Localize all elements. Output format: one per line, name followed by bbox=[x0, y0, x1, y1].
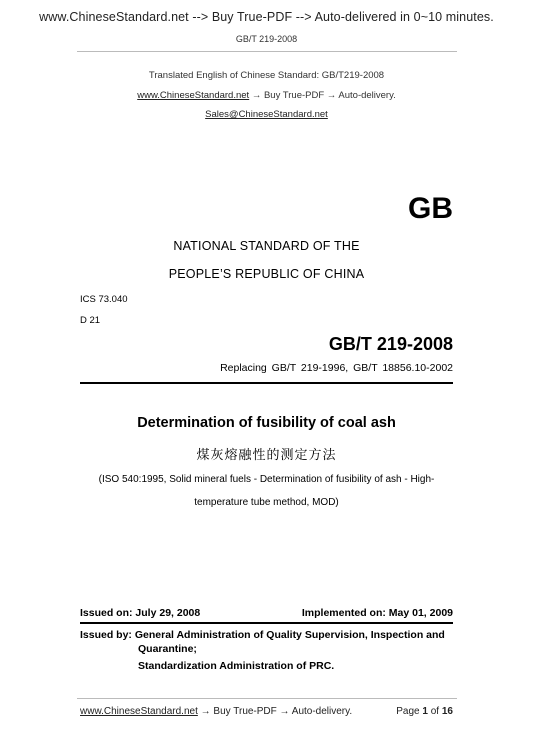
promo-text: → Buy True-PDF → Auto-delivery. bbox=[249, 90, 396, 101]
dates-divider bbox=[80, 622, 453, 624]
issued-on-date: Issued on: July 29, 2008 bbox=[80, 607, 201, 619]
page-label: Page bbox=[396, 706, 420, 717]
top-banner: www.ChineseStandard.net --> Buy True-PDF --> Auto-delivered in 0~10 minutes. bbox=[39, 10, 494, 24]
issued-by-line1: Issued by: General Administration of Quality Supervision, Inspection and bbox=[80, 629, 445, 641]
website-link[interactable]: www.ChineseStandard.net bbox=[137, 90, 250, 101]
national-standard-line1: NATIONAL STANDARD OF THE bbox=[173, 239, 360, 253]
issued-by-line3: Standardization Administration of PRC. bbox=[138, 660, 335, 672]
implemented-on-date: Implemented on: May 01, 2009 bbox=[301, 607, 453, 619]
title-divider bbox=[80, 382, 453, 384]
replacing-note: Replacing GB/T 219-1996, GB/T 18856.10-2002 bbox=[220, 362, 453, 374]
footer-promo bbox=[80, 706, 352, 717]
footer-promo-text: → Buy True-PDF → Auto-delivery. bbox=[197, 706, 353, 717]
footer-divider bbox=[77, 698, 457, 699]
iso-reference-line1: (ISO 540:1995, Solid mineral fuels - Determination of fusibility of ash - High- bbox=[98, 474, 435, 485]
national-standard-line2: PEOPLE’S REPUBLIC OF CHINA bbox=[168, 267, 365, 281]
page-indicator bbox=[396, 706, 453, 717]
page-current: 1 bbox=[422, 706, 428, 717]
email-line bbox=[0, 109, 533, 120]
document-title-cn: 煤灰熔融性的测定方法 bbox=[196, 448, 337, 463]
ccs-code: D 21 bbox=[80, 315, 101, 326]
page-of: of bbox=[430, 706, 440, 717]
translation-note: Translated English of Chinese Standard: GB/T219-2008 bbox=[148, 70, 385, 81]
header-divider bbox=[77, 51, 457, 52]
document-title-en: Determination of fusibility of coal ash bbox=[137, 415, 396, 431]
issued-by-line2: Quarantine; bbox=[138, 643, 197, 655]
ics-code: ICS 73.040 bbox=[80, 294, 128, 305]
gb-logo: GB bbox=[408, 192, 453, 225]
header-standard-code: GB/T 219-2008 bbox=[235, 34, 298, 44]
iso-reference-line2: temperature tube method, MOD) bbox=[194, 497, 339, 508]
standard-number: GB/T 219-2008 bbox=[328, 334, 453, 354]
footer-website-link[interactable]: www.ChineseStandard.net bbox=[80, 706, 198, 717]
email-link[interactable]: Sales@ChineseStandard.net bbox=[205, 109, 328, 120]
page-total: 16 bbox=[441, 706, 453, 717]
promo-line bbox=[0, 90, 533, 101]
